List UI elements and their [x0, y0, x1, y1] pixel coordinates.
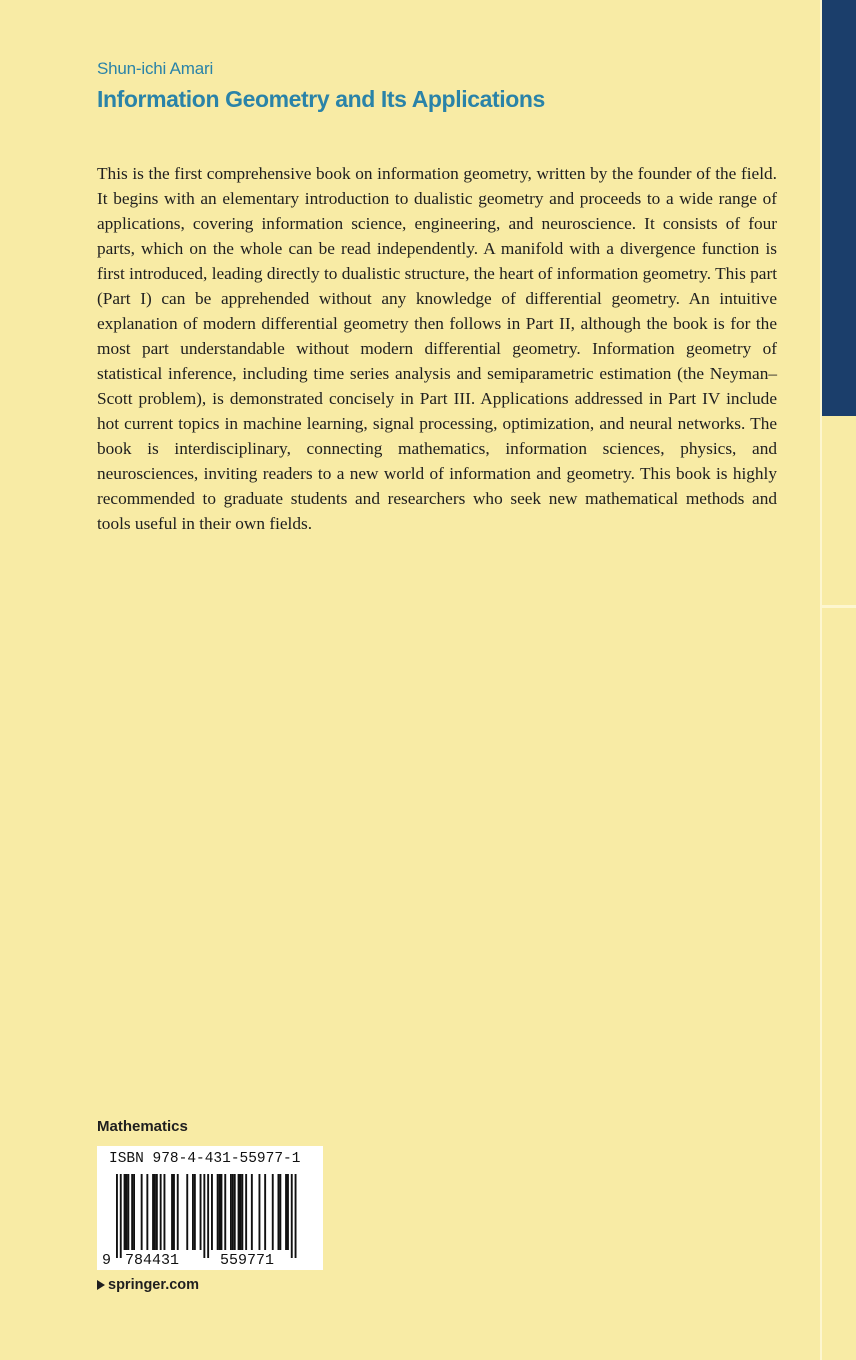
barcode-bar [116, 1174, 118, 1258]
barcode-bar [285, 1174, 287, 1250]
publisher-website-link[interactable] [97, 1277, 199, 1293]
barcode-bar [203, 1174, 205, 1258]
book-title: Information Geometry and Its Applications [97, 86, 545, 112]
barcode-bar [287, 1174, 289, 1250]
barcode-bar [224, 1174, 226, 1250]
barcode-bar [291, 1174, 293, 1258]
barcode-bar [241, 1174, 243, 1250]
barcode-bar [219, 1174, 221, 1250]
barcode-digit-lead: 9 [102, 1252, 112, 1269]
barcode-bar [164, 1174, 166, 1250]
barcode-bar [186, 1174, 188, 1250]
barcode-bar [279, 1174, 281, 1250]
barcode-bar [211, 1174, 213, 1250]
barcode-bar [173, 1174, 175, 1250]
spine-color-band [822, 0, 856, 416]
barcode-bar [154, 1174, 156, 1250]
barcode-bar [245, 1174, 247, 1250]
barcode-bar [141, 1174, 143, 1250]
barcode-bar [217, 1174, 219, 1250]
barcode-bar [251, 1174, 253, 1250]
subject-category: Mathematics [97, 1118, 188, 1135]
barcode-bar [146, 1174, 148, 1250]
right-triangle-icon [97, 1280, 105, 1290]
barcode-bar [160, 1174, 162, 1250]
barcode-digits-right: 559771 [220, 1252, 275, 1269]
barcode-bar [192, 1174, 194, 1250]
spine-rule [822, 605, 856, 608]
barcode-bar [278, 1174, 280, 1250]
barcode-bar [194, 1174, 196, 1250]
barcode-bar [230, 1174, 232, 1250]
barcode-bar [124, 1174, 126, 1250]
barcode-bar [126, 1174, 128, 1250]
barcode-bar [171, 1174, 173, 1250]
barcode-bar [120, 1174, 122, 1258]
barcode-bar [131, 1174, 133, 1250]
barcode-bar [238, 1174, 240, 1250]
isbn-number: ISBN 978-4-431-55977-1 [109, 1151, 301, 1167]
barcode-bar [234, 1174, 236, 1250]
author-name: Shun-ichi Amari [97, 59, 214, 78]
website-label: springer.com [108, 1277, 200, 1293]
barcode-bar [240, 1174, 242, 1250]
barcode-bar [272, 1174, 274, 1250]
barcode-bar [295, 1174, 297, 1258]
barcode-bar [221, 1174, 223, 1250]
barcode-bar [264, 1174, 266, 1250]
barcode-bar [177, 1174, 179, 1250]
barcode-bar [156, 1174, 158, 1250]
barcode-bar [200, 1174, 202, 1250]
barcode-bar [259, 1174, 261, 1250]
book-description: This is the first comprehensive book on information geometry, written by the founder of the field. It begins with an elementary introduction to dualistic geometry and proceeds to a wide range of applications, covering information science, engineering, and neuroscience. It consists of four parts, which on the whole can be read independently. A manifold with a divergence function is first introduced, leading directly to dualistic structure, the heart of information geometry. This part (Part I) can be apprehended without any knowledge of differential geometry. An intuitive explanation of modern differential geometry then follows in Part II, although the book is for the most part understandable without modern differential geometry. Information geometry of statistical inference, including time series analysis and semiparametric estimation (the Neyman–Scott problem), is demonstrated concisely in Part III. Applications addressed in Part IV include hot current topics in machine learning, signal processing, optimization, and neural networks. The book is interdisciplinary, connecting mathematics, information sciences, physics, and neurosciences, inviting readers to a new world of information and geometry. This book is highly recommended to graduate students and researchers who seek new mathematical methods and tools useful in their own fields. [97, 164, 778, 533]
barcode-digits-left: 784431 [125, 1252, 180, 1269]
barcode-bar [127, 1174, 129, 1250]
isbn-barcode [97, 1146, 323, 1270]
barcode-bar [152, 1174, 154, 1250]
barcode-bar [207, 1174, 209, 1258]
barcode-bar [232, 1174, 234, 1250]
barcode-bar [133, 1174, 135, 1250]
